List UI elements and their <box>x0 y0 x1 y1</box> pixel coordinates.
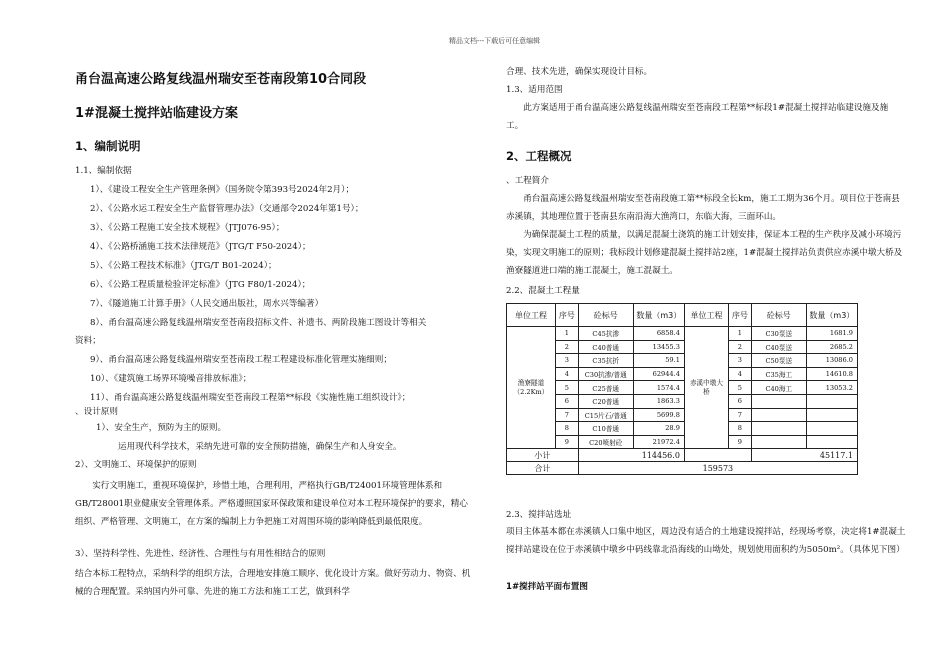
table-cell: 2685.2 <box>806 340 857 354</box>
table-cell <box>751 394 806 408</box>
table-cell <box>751 408 806 422</box>
table-cell: C50泵送 <box>751 354 806 368</box>
table-header-row <box>507 304 858 327</box>
basis-item-5: 5）、《公路工程技术标准》（JTG/T B01-2024）； <box>90 261 277 271</box>
design-principle-heading: 、设计原则 <box>75 407 118 417</box>
table-cell <box>751 435 806 449</box>
table-header-cell: 单位工程 <box>684 304 728 327</box>
table-cell: 1 <box>555 327 578 341</box>
subtotal-right: 45117.1 <box>751 449 857 462</box>
table-cell: 28.9 <box>633 422 684 436</box>
table-cell: 21972.4 <box>633 435 684 449</box>
table-header-cell: 序号 <box>729 304 752 327</box>
table-cell: 13455.3 <box>633 340 684 354</box>
table-cell: 1863.3 <box>633 394 684 408</box>
table-cell: C35抗折 <box>578 354 633 368</box>
plan-figure-title: 1#搅拌站平面布置图 <box>506 582 588 592</box>
table-cell: 13053.2 <box>806 381 857 395</box>
principle-3-text: 结合本标工程特点，采纳科学的组织方法，合理地安排施工顺序、优化设计方案。做好劳动力、物资、机械的合理配置。采纳国内外可靠、先进的施工方法和施工工艺，做到科学 <box>75 569 471 597</box>
subtotal-left: 114456.0 <box>578 449 684 462</box>
table-row <box>507 381 858 395</box>
table-row <box>507 435 858 449</box>
subtotal-row <box>507 449 858 462</box>
basis-item-8: 8）、甬台温高速公路复线温州瑞安至苍南段招标文件、补遗书、两阶段施工图设计等相关 <box>90 318 427 328</box>
site-selection-text: 项目主体基本都在赤溪镇人口集中地区，周边没有适合的土地建设搅拌站，经现场考察，决定将1#混凝土搅拌站建设在位于赤溪镇中墩乡中码线靠北沿海线的山坳处，规划使用面积约为5050m²。（具体见下图） <box>506 527 906 555</box>
table-cell: C40普通 <box>578 340 633 354</box>
table-cell: 13086.0 <box>806 354 857 368</box>
page-header: 精品文档---下载后可任意编辑 <box>449 37 541 45</box>
table-cell: 9 <box>555 435 578 449</box>
project-intro-p1: 甬台温高速公路复线温州瑞安至苍南段施工第**标段全长km，施工工期为36个月。项目位于苍南县赤溪镇，其地理位置于苍南县东南沿海大渔湾口，东临大海，三面环山。 <box>506 194 900 222</box>
table-cell: C30抗渗/普通 <box>578 367 633 381</box>
table-row <box>507 354 858 368</box>
subsection-2-3: 2.3、搅拌站选址 <box>506 510 572 520</box>
table-cell: 14610.8 <box>806 367 857 381</box>
basis-item-1: 1）、《建设工程安全生产管理条例》（国务院令第393号2024年2月）； <box>90 185 355 195</box>
principle-3: 3）、坚持科学性、先进性、经济性、合理性与有用性相结合的原则 <box>75 549 326 559</box>
table-cell: 1681.9 <box>806 327 857 341</box>
basis-item-7: 7）、《隧道施工计算手册》（人民交通出版社，周水兴等编著） <box>90 299 324 309</box>
table-row <box>507 327 858 341</box>
doc-title: 甬台温高速公路复线温州瑞安至苍南段第10合同段 <box>75 72 367 87</box>
table-cell: 9 <box>729 435 752 449</box>
table-row <box>507 408 858 422</box>
table-row <box>507 367 858 381</box>
table-cell: 5699.8 <box>633 408 684 422</box>
unit-tunnel-cell: 渔寮隧道（2.2Km） <box>507 327 556 449</box>
table-cell: 7 <box>555 408 578 422</box>
scope-cont: 合理、技术先进，确保实现设计目标。 <box>506 67 653 77</box>
table-cell: 2 <box>729 340 752 354</box>
subsection-1-3: 1.3、适用范围 <box>506 85 563 95</box>
table-cell: C20普通 <box>578 394 633 408</box>
table-cell <box>806 408 857 422</box>
table-header-cell: 序号 <box>555 304 578 327</box>
table-cell: 7 <box>729 408 752 422</box>
table-cell <box>751 422 806 436</box>
table-cell: C45抗渗 <box>578 327 633 341</box>
section-heading-1: 1、编制说明 <box>75 139 141 153</box>
table-cell: 62944.4 <box>633 367 684 381</box>
table-cell: 6 <box>555 394 578 408</box>
table-cell <box>806 422 857 436</box>
table-cell: C20喷射砼 <box>578 435 633 449</box>
table-cell: 4 <box>729 367 752 381</box>
project-intro-p2: 为确保混凝土工程的质量，以满足混凝土浇筑的施工计划安排，保证本工程的生产秩序及减小环境污染，实现文明施工的原则；我标段计划修建混凝土搅拌站2座，1#混凝土搅拌站负责供应赤溪中墩大桥及渔寮隧道进口端的施工混凝土，施工混凝土。 <box>506 230 903 276</box>
unit-bridge-cell: 赤溪中墩大桥 <box>684 327 728 449</box>
table-header-cell: 砼标号 <box>751 304 806 327</box>
table-cell: 3 <box>555 354 578 368</box>
basis-item-4: 4）、《公路桥涵施工技术法律规范》（JTG/T F50-2024）； <box>90 242 311 252</box>
table-cell: 3 <box>729 354 752 368</box>
table-row <box>507 340 858 354</box>
table-cell: C35海工 <box>751 367 806 381</box>
table-cell: 4 <box>555 367 578 381</box>
subsection-1-1: 1.1、编制依据 <box>75 166 132 176</box>
table-cell: 8 <box>729 422 752 436</box>
table-cell: 1574.4 <box>633 381 684 395</box>
table-cell: 5 <box>555 381 578 395</box>
table-cell: C15片石/普通 <box>578 408 633 422</box>
table-header-cell: 砼标号 <box>578 304 633 327</box>
table-cell <box>806 394 857 408</box>
table-header-cell: 数量（m3） <box>633 304 684 327</box>
table-cell: 6 <box>729 394 752 408</box>
scope-text: 此方案适用于甬台温高速公路复线温州瑞安至苍南段工程第**标段1#混凝土搅拌站临建设施及施工。 <box>506 103 889 131</box>
basis-item-9: 9）、甬台温高速公路复线温州瑞安至苍南段工程工程建设标准化管理实施细则； <box>90 355 392 365</box>
principle-2-text: 实行文明施工，重视环境保护，珍惜土地，合理利用，严格执行GB/T24001环境管理体系和GB/T28001职业健康安全管理体系。严格遵照国家环保政策和建设单位对本工程环境保护的要求，精心组织、严格管理、文明施工，在方案的编制上力争把施工对周围环境的影响降低到最低限度。 <box>75 481 468 527</box>
table-cell: C30泵送 <box>751 327 806 341</box>
table-cell: 8 <box>555 422 578 436</box>
basis-item-6: 6）、《公路工程质量检验评定标准》（JTG F80/1-2024）； <box>90 280 311 290</box>
table-row <box>507 422 858 436</box>
total-label: 合计 <box>507 462 579 475</box>
basis-item-10: 10）、《建筑施工场界环境噪音排放标准》； <box>90 374 252 384</box>
table-cell <box>806 435 857 449</box>
table-header-cell: 单位工程 <box>507 304 556 327</box>
principle-1: 1）、安全生产，预防为主的原则。 <box>96 423 227 433</box>
project-intro-heading: 、工程简介 <box>506 176 549 186</box>
table-row <box>507 394 858 408</box>
doc-subtitle: 1#混凝土搅拌站临建设方案 <box>75 106 238 121</box>
table-cell: 5 <box>729 381 752 395</box>
principle-2: 2）、文明施工、环境保护的原则 <box>75 460 197 470</box>
table-cell: C10普通 <box>578 422 633 436</box>
table-cell: 2 <box>555 340 578 354</box>
concrete-quantity-table <box>506 303 858 475</box>
table-cell: 59.1 <box>633 354 684 368</box>
table-cell: 6858.4 <box>633 327 684 341</box>
subtotal-label: 小计 <box>507 449 579 462</box>
subsection-2-2: 2.2、混凝土工程量 <box>506 286 580 296</box>
basis-item-2: 2）、《公路水运工程安全生产监督管理办法》（交通部令2024年第1号）； <box>90 204 364 214</box>
total-value: 159573 <box>578 462 857 475</box>
table-cell: C25普通 <box>578 381 633 395</box>
basis-item-8-cont: 资料； <box>75 336 101 346</box>
basis-item-11: 11）、甬台温高速公路复线温州瑞安至苍南段工程第**标段《实施性施工组织设计》； <box>90 393 411 403</box>
table-header-cell: 数量（m3） <box>806 304 857 327</box>
table-cell: C40泵送 <box>751 340 806 354</box>
basis-item-3: 3）、《公路工程施工安全技术规程》（JTJ076-95）； <box>90 223 285 233</box>
principle-1-text: 运用现代科学技术，采纳先进可靠的安全预防措施，确保生产和人身安全。 <box>118 442 402 452</box>
table-cell: 1 <box>729 327 752 341</box>
total-row <box>507 462 858 475</box>
section-heading-2: 2、工程概况 <box>506 149 572 163</box>
subtotal-spacer <box>684 449 751 462</box>
table-cell: C40海工 <box>751 381 806 395</box>
